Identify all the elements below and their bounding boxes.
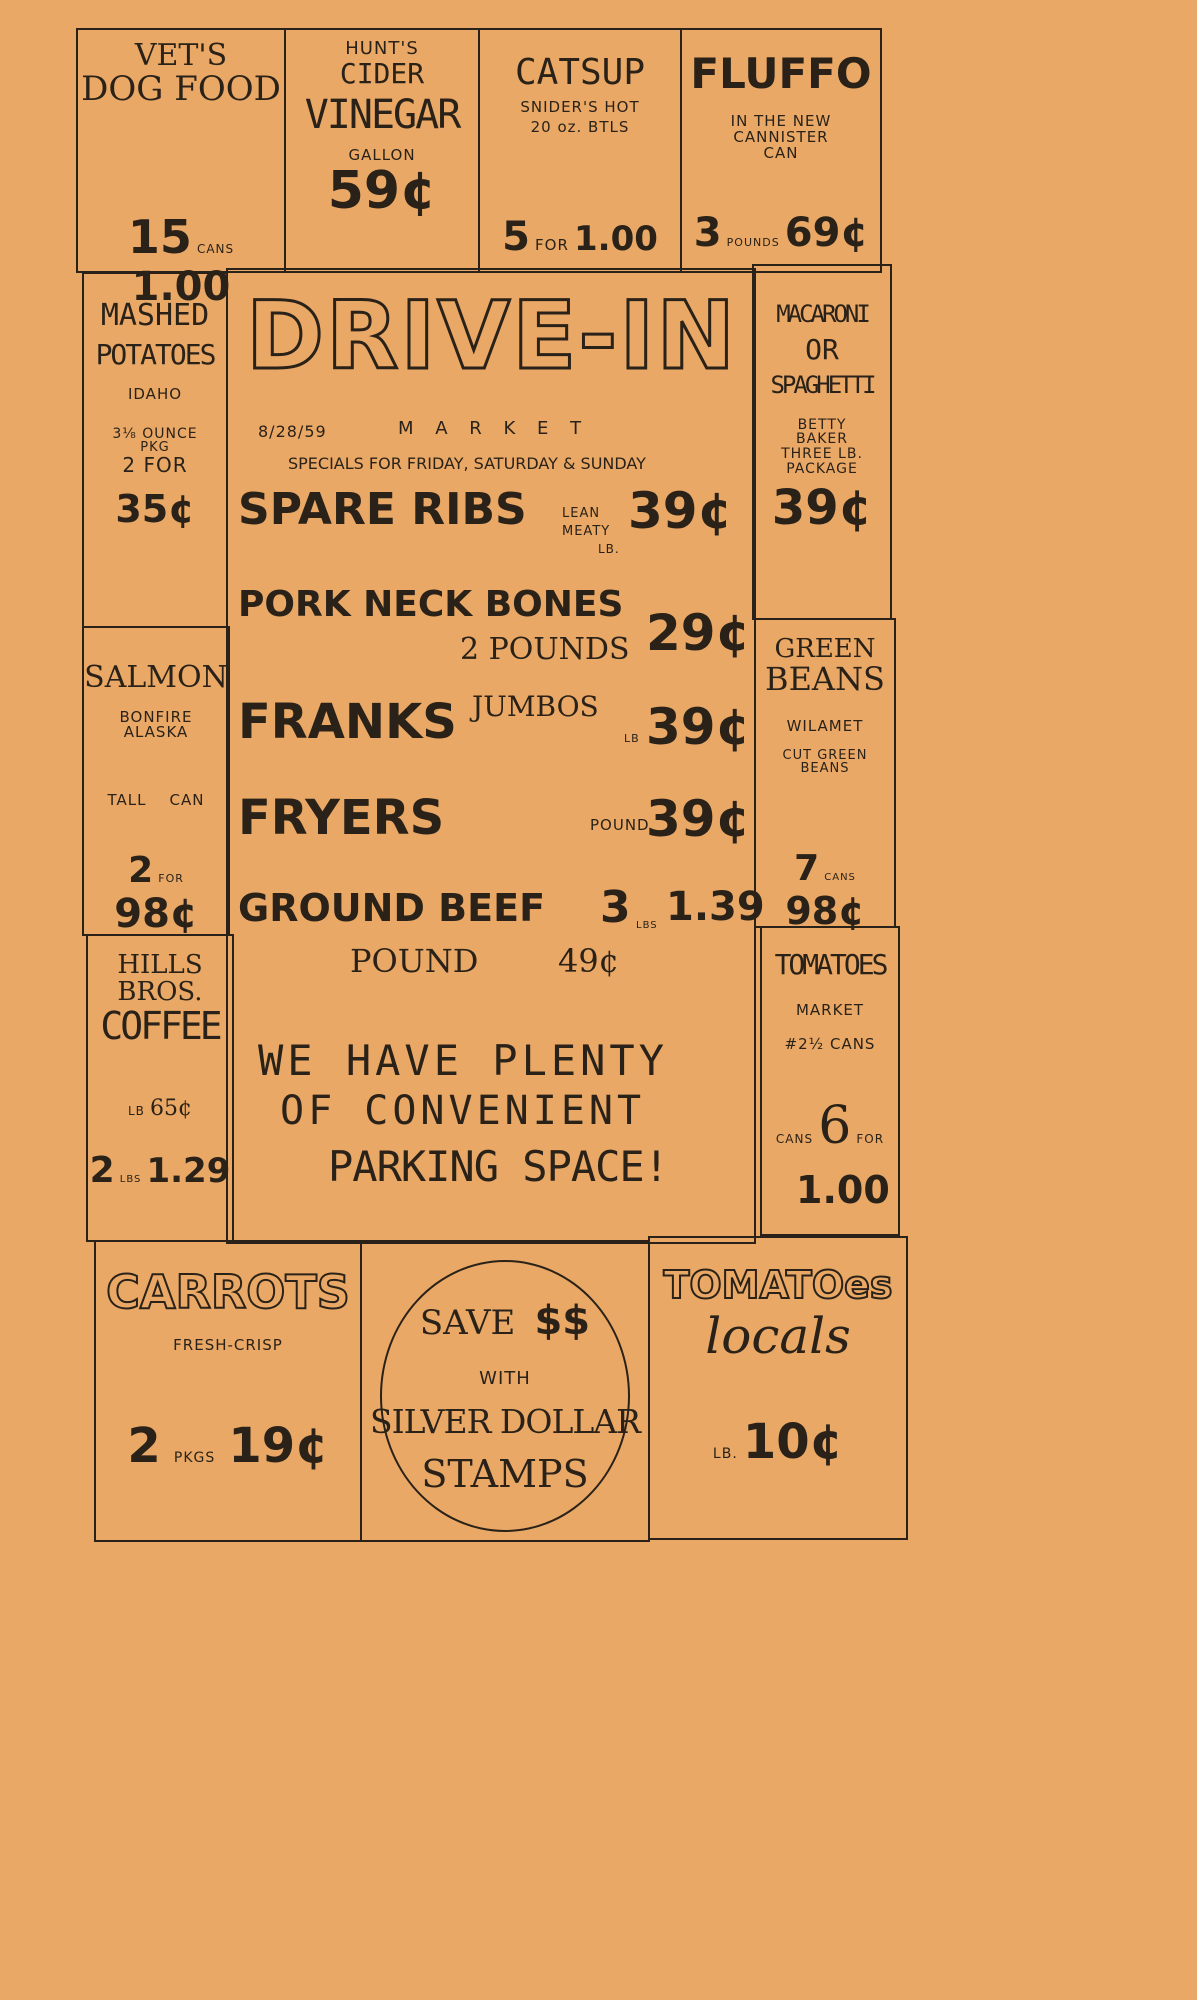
tomatoes-cans-qty: 6 <box>818 1096 852 1156</box>
tomatoes-cans-title: TOMATOES <box>774 948 886 981</box>
vets-qty: 15 <box>127 210 192 264</box>
green-beans-box <box>754 618 896 933</box>
beans-line2: BEANS <box>765 660 885 699</box>
stamps-line3: WITH <box>479 1368 531 1389</box>
catsup-price: 1.00 <box>574 219 658 259</box>
catsup-for: FOR <box>535 236 569 254</box>
coffee-line3: COFFEE <box>100 1003 220 1048</box>
item-fryers-unit: POUND <box>590 816 650 834</box>
coffee-unit2: LBS <box>119 1174 142 1185</box>
market-subtitle: M A R K E T <box>398 418 590 439</box>
macaroni-line1: MACARONI <box>776 300 868 328</box>
coffee-qty: 2 <box>89 1150 115 1191</box>
beans-qty: 7 <box>794 848 820 889</box>
fluffo-price: 69¢ <box>784 210 869 256</box>
item-spare-ribs-price: 39¢ <box>628 482 733 540</box>
carrots-title: CARROTS <box>106 1265 350 1319</box>
salmon-desc1: BONFIRE <box>119 707 193 726</box>
vinegar-brand: HUNT'S <box>345 38 419 59</box>
item-pork-neck-bones-price: 29¢ <box>646 604 751 662</box>
carrots-unit: PKGS <box>173 1450 216 1466</box>
macaroni-desc3: THREE LB. <box>781 446 863 463</box>
tomatoes-cans-desc2: #2½ CANS <box>784 1035 876 1054</box>
potatoes-line2: POTATOES <box>95 337 215 371</box>
item-pork-neck-bones-note: 2 POUNDS <box>460 632 630 667</box>
vets-price: 1.00 <box>131 264 231 310</box>
salmon-title: SALMON <box>84 660 228 695</box>
catsup-title: CATSUP <box>514 52 646 93</box>
item-spare-ribs-note1: LEAN <box>562 506 601 521</box>
tomatoes-cans-unit: CANS <box>775 1132 814 1146</box>
potatoes-line1: MASHED <box>100 298 210 333</box>
hunts-vinegar-box <box>284 28 480 273</box>
potatoes-deal: 2 FOR <box>122 452 188 477</box>
item-franks-unit: LB <box>624 732 640 745</box>
local-tomatoes-box <box>648 1236 908 1540</box>
salmon-price: 98¢ <box>114 891 198 937</box>
market-date: 8/28/59 <box>258 422 327 441</box>
macaroni-desc1: BETTY <box>797 416 847 433</box>
parking-line1: WE HAVE PLENTY <box>258 1036 669 1085</box>
salmon-for: FOR <box>158 872 184 885</box>
coffee-each: 65¢ <box>150 1096 192 1121</box>
item-franks-price: 39¢ <box>646 698 751 756</box>
local-tomatoes-unit: LB. <box>712 1446 738 1462</box>
carrots-qty: 2 <box>127 1418 161 1474</box>
item-fryers-price: 39¢ <box>646 790 751 848</box>
fluffo-qty: 3 <box>693 210 722 256</box>
beans-desc1: CUT GREEN <box>782 747 868 763</box>
potatoes-price: 35¢ <box>115 486 195 531</box>
potatoes-origin: IDAHO <box>127 384 183 403</box>
tomatoes-cans-price: 1.00 <box>796 1168 890 1212</box>
item-spare-ribs-name: SPARE RIBS <box>238 484 527 535</box>
specials-line: SPECIALS FOR FRIDAY, SATURDAY & SUNDAY <box>288 454 646 473</box>
item-ground-beef-qty: 3 <box>600 882 631 933</box>
macaroni-desc2: BAKER <box>796 431 848 448</box>
coffee-line2: BROS. <box>117 977 203 1008</box>
beans-price: 98¢ <box>785 889 865 933</box>
catsup-desc1: SNIDER'S HOT <box>520 97 640 116</box>
potatoes-size2: PKG <box>140 440 170 456</box>
salmon-desc2: ALASKA <box>123 723 189 742</box>
macaroni-spaghetti-box <box>752 264 892 620</box>
parking-line3: PARKING SPACE! <box>328 1142 669 1191</box>
vets-line1: VET'S <box>134 38 228 73</box>
item-ground-beef-name: GROUND BEEF <box>238 886 546 930</box>
silver-dollar-stamps-box <box>360 1240 650 1542</box>
fluffo-unit: POUNDS <box>726 236 780 249</box>
salmon-qty: 2 <box>128 850 154 891</box>
vinegar-line2: VINEGAR <box>304 92 460 139</box>
macaroni-line2: OR <box>805 333 839 367</box>
tomatoes-cans-box <box>760 926 900 1236</box>
catsup-desc2: 20 oz. BTLS <box>530 117 630 136</box>
carrots-price: 19¢ <box>228 1418 329 1474</box>
stamps-line2: $$ <box>534 1298 591 1344</box>
tomatoes-cans-for: FOR <box>856 1132 885 1146</box>
fluffo-box <box>680 28 882 273</box>
catsup-box <box>478 28 682 273</box>
fluffo-desc3: CAN <box>763 143 799 162</box>
hills-bros-coffee-box <box>86 934 234 1242</box>
fluffo-desc1: IN THE NEW <box>730 112 832 131</box>
item-ground-beef-sub2: 49¢ <box>558 942 620 980</box>
parking-line2: OF CONVENIENT <box>280 1088 646 1134</box>
item-fryers-name: FRYERS <box>238 790 445 846</box>
vinegar-size: GALLON <box>348 146 416 165</box>
item-franks-name: FRANKS <box>238 694 457 750</box>
local-tomatoes-script: locals <box>705 1306 851 1365</box>
item-pork-neck-bones-name: PORK NECK BONES <box>238 584 624 625</box>
vets-unit: CANS <box>196 242 235 256</box>
vets-line2: DOG FOOD <box>81 68 281 109</box>
mashed-potatoes-box <box>82 272 228 628</box>
fluffo-title: FLUFFO <box>690 49 872 98</box>
catsup-qty: 5 <box>502 214 530 260</box>
salmon-size2: CAN <box>169 791 205 809</box>
vinegar-line1: CIDER <box>339 56 425 90</box>
stamps-line4: SILVER DOLLAR <box>370 1402 640 1441</box>
coffee-price: 1.29 <box>146 1151 231 1191</box>
item-spare-ribs-unit: LB. <box>598 542 620 556</box>
fluffo-desc2: CANNISTER <box>733 127 829 146</box>
macaroni-line3: SPAGHETTI <box>770 370 874 399</box>
local-tomatoes-title: TOMATOes <box>663 1263 893 1307</box>
vets-dog-food-box <box>76 28 286 310</box>
macaroni-price: 39¢ <box>771 479 873 536</box>
potatoes-size1: 3⅛ OUNCE <box>112 425 198 442</box>
market-title: DRIVE-IN <box>246 282 738 391</box>
coffee-unit: LB <box>127 1104 145 1118</box>
beans-brand: WILAMET <box>786 716 864 735</box>
stamps-line1: SAVE <box>419 1303 516 1343</box>
beans-unit: CANS <box>824 872 856 883</box>
item-spare-ribs-note2: MEATY <box>562 524 611 539</box>
coffee-line1: HILLS <box>117 950 203 980</box>
tomatoes-cans-desc1: MARKET <box>795 1001 865 1020</box>
carrots-box <box>94 1240 362 1542</box>
item-ground-beef-unit: LBS <box>636 920 658 931</box>
beans-line1: GREEN <box>774 634 876 664</box>
macaroni-desc4: PACKAGE <box>786 460 858 477</box>
item-ground-beef-price: 1.39 <box>666 884 765 930</box>
salmon-size1: TALL <box>107 791 147 809</box>
vinegar-price: 59¢ <box>327 161 437 222</box>
drive-in-center-panel <box>226 268 765 1244</box>
beans-desc2: BEANS <box>800 761 850 777</box>
local-tomatoes-price: 10¢ <box>742 1414 844 1470</box>
stamps-line5: STAMPS <box>421 1452 589 1496</box>
carrots-desc: FRESH-CRISP <box>173 1336 283 1355</box>
salmon-box <box>82 626 230 936</box>
item-ground-beef-sub1: POUND <box>350 942 479 980</box>
item-franks-note: JUMBOS <box>472 690 599 723</box>
